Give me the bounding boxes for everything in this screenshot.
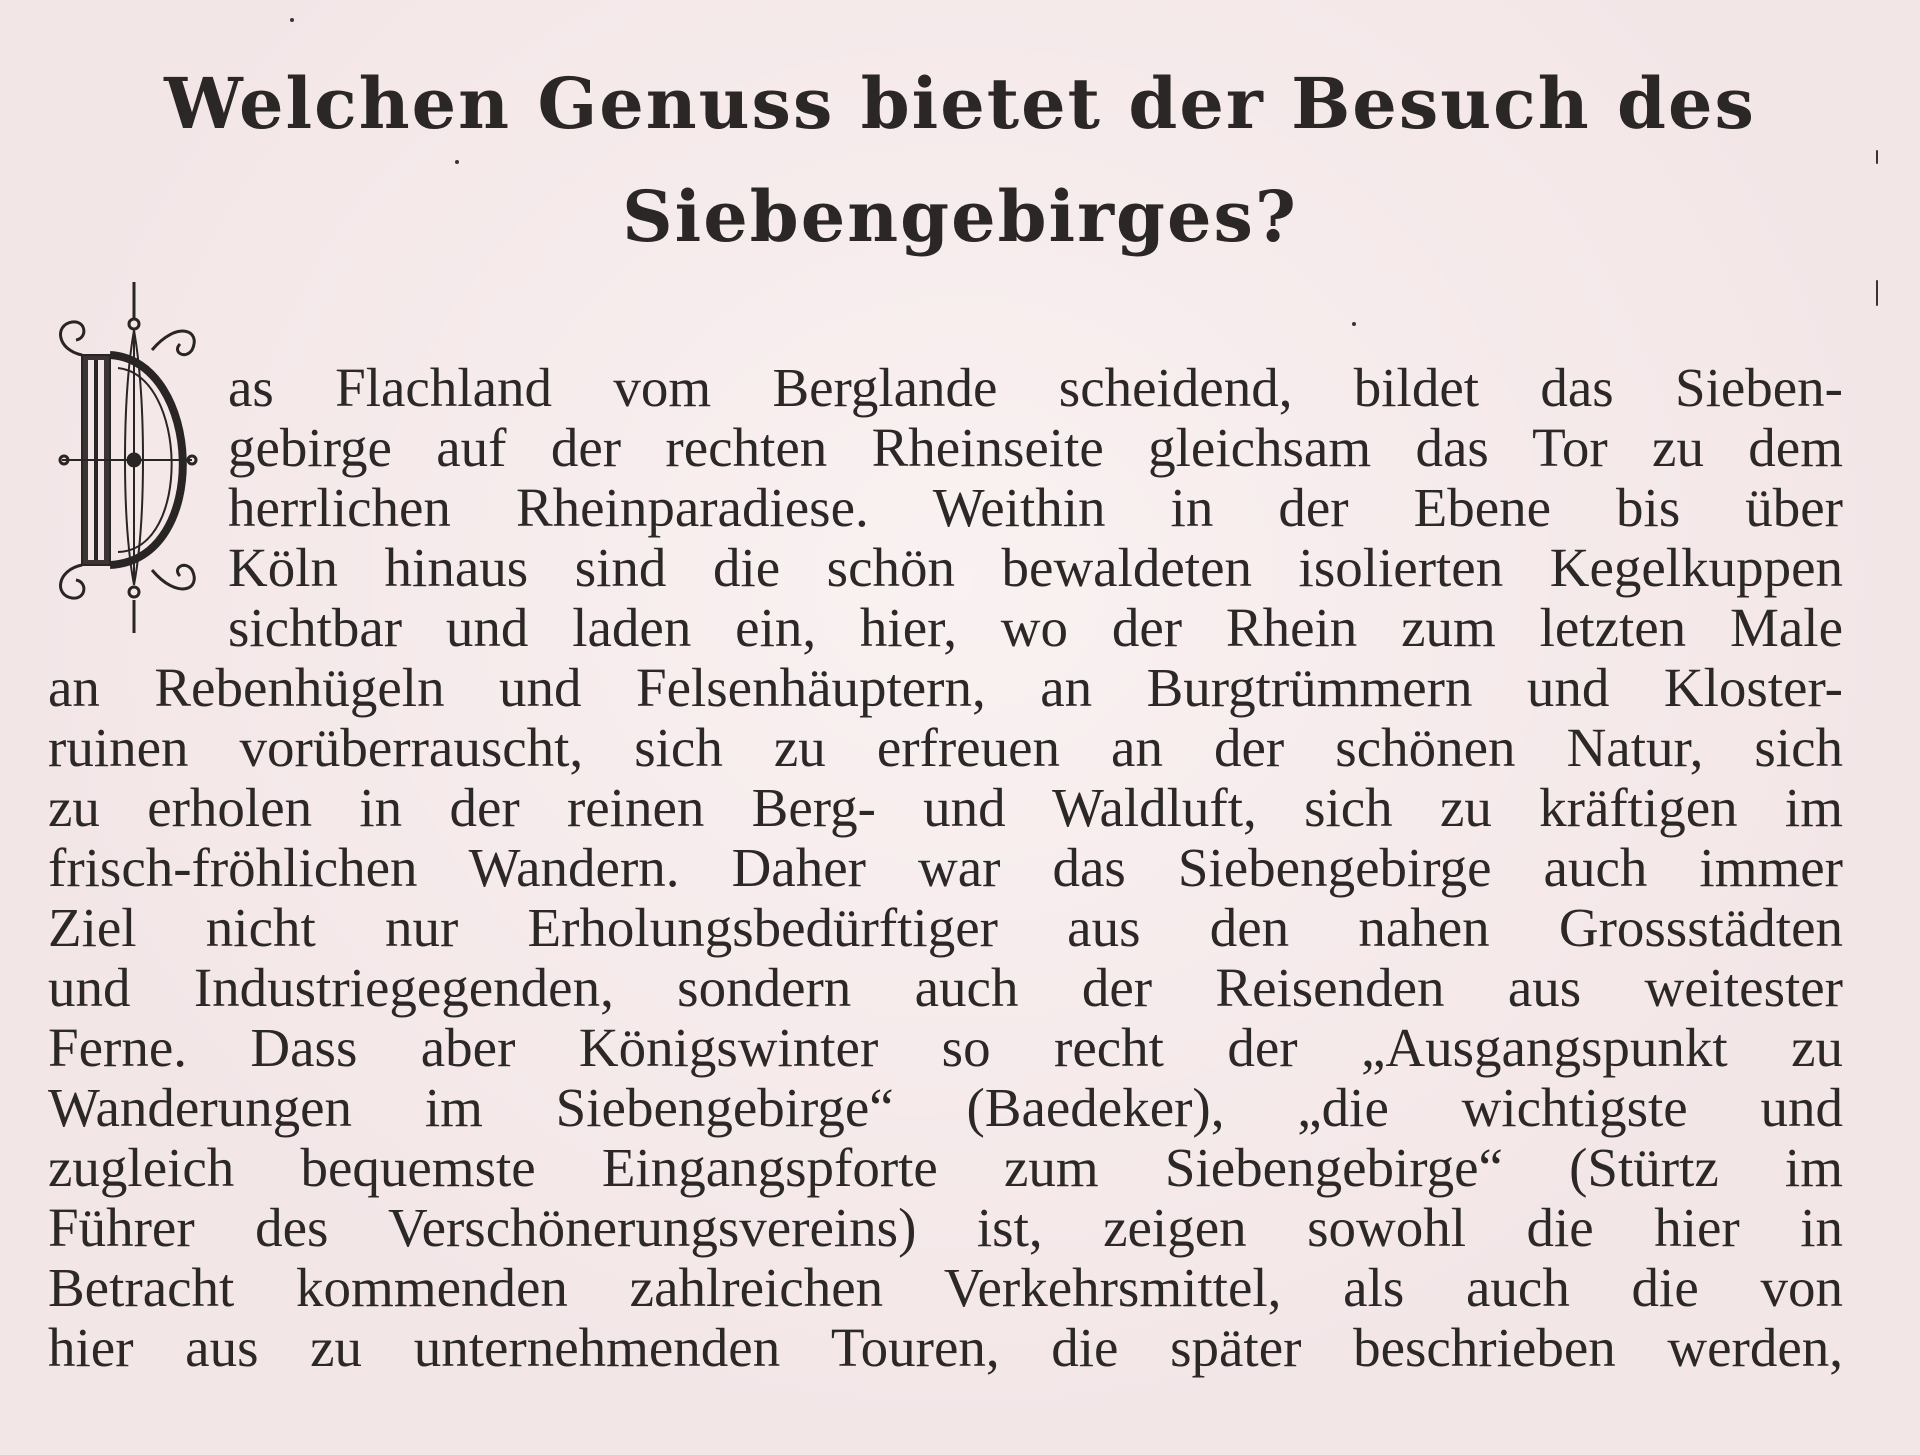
text-line: an Rebenhügeln und Felsenhäuptern, an Burgtrümmern und Kloster- — [48, 657, 1843, 718]
text-line: Führer des Verschönerungsvereins) ist, zeigen sowohl die hier in — [48, 1197, 1843, 1258]
paper-speck — [1876, 150, 1878, 164]
text-line: hier aus zu unternehmenden Touren, die später beschrieben werden, — [48, 1317, 1843, 1378]
text-line: Ferne. Dass aber Königswinter so recht der „Ausgangspunkt zu — [48, 1017, 1843, 1078]
text-line: herrlichen Rheinparadiese. Weithin in der Ebene bis über — [228, 477, 1843, 538]
text-line: sichtbar und laden ein, hier, wo der Rhein zum letzten Male — [228, 597, 1843, 658]
heading-line-1: Welchen Genuss bietet der Besuch des — [164, 62, 1756, 145]
heading-line-2: Siebengebirges? — [622, 175, 1298, 258]
text-line: Betracht kommenden zahlreichen Verkehrsmittel, als auch die von — [48, 1257, 1843, 1318]
text-line: as Flachland vom Berglande scheidend, bildet das Sieben- — [228, 357, 1843, 418]
ornamental-drop-cap — [52, 280, 202, 635]
text-line: zu erholen in der reinen Berg- und Waldluft, sich zu kräftigen im — [48, 777, 1843, 838]
paper-speck — [1876, 280, 1878, 306]
text-line: Köln hinaus sind die schön bewaldeten isolierten Kegelkuppen — [228, 537, 1843, 598]
paper-speck — [290, 18, 294, 22]
text-line: frisch-fröhlichen Wandern. Daher war das Siebengebirge auch immer — [48, 837, 1843, 898]
text-line: gebirge auf der rechten Rheinseite gleichsam das Tor zu dem — [228, 417, 1843, 478]
text-line: und Industriegegenden, sondern auch der Reisenden aus weitester — [48, 957, 1843, 1018]
text-line: Wanderungen im Siebengebirge“ (Baedeker), „die wichtigste und — [48, 1077, 1843, 1138]
paper-speck — [455, 160, 459, 164]
text-line: zugleich bequemste Eingangspforte zum Siebengebirge“ (Stürtz im — [48, 1137, 1843, 1198]
paper-speck — [1352, 322, 1356, 326]
text-line: Ziel nicht nur Erholungsbedürftiger aus den nahen Grossstädten — [48, 897, 1843, 958]
text-line: ruinen vorüberrauscht, sich zu erfreuen an der schönen Natur, sich — [48, 717, 1843, 778]
